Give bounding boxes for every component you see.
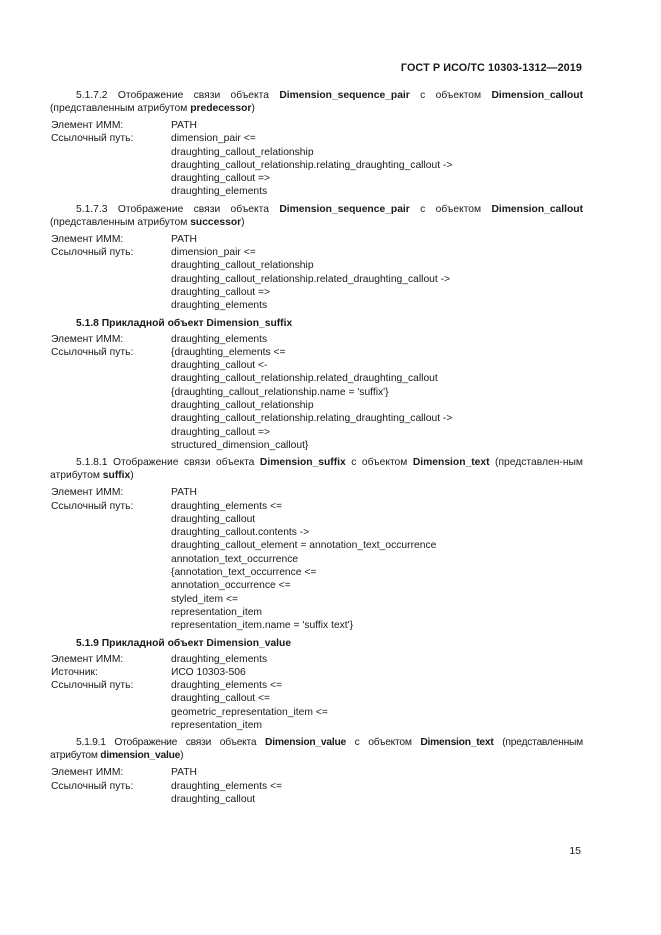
section-5-1-7-2-title: 5.1.7.2 Отображение связи объекта Dimension_sequence_pair с объектом Dimension_callout (представленным атрибутом predecessor) xyxy=(50,90,584,114)
path-line: representation_item.name = 'suffix text'} xyxy=(171,620,354,632)
element-row xyxy=(50,486,583,499)
path-line: draughting_elements xyxy=(171,186,268,198)
path-line: draughting_callout xyxy=(171,793,256,805)
source-row xyxy=(50,666,583,679)
page-content xyxy=(50,89,583,806)
path-value xyxy=(171,679,583,732)
path-line: dimension_pair <= xyxy=(171,133,256,145)
path-line: styled_item <= xyxy=(171,593,238,605)
path-line: draughting_callout => xyxy=(171,173,271,185)
path-line: draughting_callout_relationship.related_draughting_callout xyxy=(171,373,438,385)
path-line: draughting_elements xyxy=(171,300,268,312)
path-line: draughting_callout <= xyxy=(171,693,271,705)
path-label: Ссылочный путь: xyxy=(51,780,134,792)
element-row xyxy=(50,766,583,779)
element-label: Элемент ИММ: xyxy=(51,653,124,665)
element-label: Элемент ИММ: xyxy=(51,120,124,131)
element-label: Элемент ИММ: xyxy=(51,767,124,779)
source-value: ИСО 10303-506 xyxy=(171,666,246,678)
path-line: annotation_text_occurrence xyxy=(171,553,299,565)
path-label: Ссылочный путь: xyxy=(51,247,134,259)
element-row xyxy=(50,233,583,246)
path-row xyxy=(50,246,583,312)
path-line: draughting_callout.contents -> xyxy=(171,527,310,539)
element-value: draughting_elements xyxy=(171,653,268,665)
section-5-1-7-3-title: 5.1.7.3 Отображение связи объекта Dimension_sequence_pair с объектом Dimension_callout (представленным атрибутом successor) xyxy=(50,203,584,228)
element-value: PATH xyxy=(171,487,197,499)
path-line: structured_dimension_callout} xyxy=(171,439,309,451)
path-line: draughting_callout_relationship.related_draughting_callout -> xyxy=(171,273,451,285)
path-line: draughting_callout_relationship xyxy=(171,146,314,158)
path-line: draughting_callout_relationship.relating_draughting_callout -> xyxy=(171,413,453,425)
path-line: draughting_callout => xyxy=(171,286,271,298)
section-5-1-8-heading: 5.1.8 Прикладной объект Dimension_suffix xyxy=(76,317,293,329)
path-label: Ссылочный путь: xyxy=(51,346,134,358)
section-5-1-8-1-title: 5.1.8.1 Отображение связи объекта Dimension_suffix с объектом Dimension_text (представлен-ным атрибутом suffix) xyxy=(50,457,584,482)
section-5-1-9-heading: 5.1.9 Прикладной объект Dimension_value xyxy=(76,637,292,649)
path-line: draughting_callout_relationship xyxy=(171,400,314,412)
path-line: annotation_occurrence <= xyxy=(171,580,291,592)
element-value: PATH xyxy=(171,120,197,131)
path-row xyxy=(50,500,583,633)
path-line: {draughting_callout_relationship.name = 'suffix'} xyxy=(171,386,389,398)
element-row xyxy=(50,119,583,132)
path-line: draughting_callout xyxy=(171,513,256,525)
element-value: draughting_elements xyxy=(171,333,268,345)
path-line: {draughting_elements <= xyxy=(171,346,286,358)
path-value xyxy=(171,132,583,198)
path-line: draughting_elements <= xyxy=(171,680,283,692)
document-header: ГОСТ Р ИСО/ТС 10303-1312—2019 xyxy=(400,62,582,74)
element-value: PATH xyxy=(171,233,197,245)
section-5-1-9-1-title: 5.1.9.1 Отображение связи объекта Dimension_value с объектом Dimension_text (представленным атрибутом dimension_value) xyxy=(50,737,583,762)
path-line: draughting_callout_element = annotation_text_occurrence xyxy=(171,540,437,552)
element-row xyxy=(50,653,583,666)
element-row xyxy=(50,333,583,346)
path-line: draughting_callout => xyxy=(171,426,271,438)
path-value xyxy=(171,780,583,807)
element-label: Элемент ИММ: xyxy=(51,233,124,245)
path-label: Ссылочный путь: xyxy=(51,500,134,512)
path-row xyxy=(50,679,583,732)
path-line: representation_item xyxy=(171,719,263,731)
path-value xyxy=(171,346,583,452)
path-line: {annotation_text_occurrence <= xyxy=(171,567,317,579)
path-label: Ссылочный путь: xyxy=(51,133,134,145)
source-label: Источник: xyxy=(51,666,98,678)
path-value xyxy=(171,246,583,312)
path-row xyxy=(50,132,583,198)
element-value: PATH xyxy=(171,767,197,779)
path-label: Ссылочный путь: xyxy=(51,680,134,692)
path-line: draughting_callout_relationship xyxy=(171,260,314,272)
path-line: draughting_callout_relationship.relating_draughting_callout -> xyxy=(171,159,453,171)
path-line: draughting_callout <- xyxy=(171,360,268,372)
page-number: 15 xyxy=(569,845,581,857)
path-line: draughting_elements <= xyxy=(171,500,283,512)
path-row xyxy=(50,780,583,807)
element-label: Элемент ИММ: xyxy=(51,333,124,345)
path-row xyxy=(50,346,583,452)
path-line: draughting_elements <= xyxy=(171,780,283,792)
path-line: geometric_representation_item <= xyxy=(171,706,328,718)
path-line: representation_item xyxy=(171,606,263,618)
path-line: dimension_pair <= xyxy=(171,247,256,259)
element-label: Элемент ИММ: xyxy=(51,487,124,499)
path-value xyxy=(171,500,583,633)
